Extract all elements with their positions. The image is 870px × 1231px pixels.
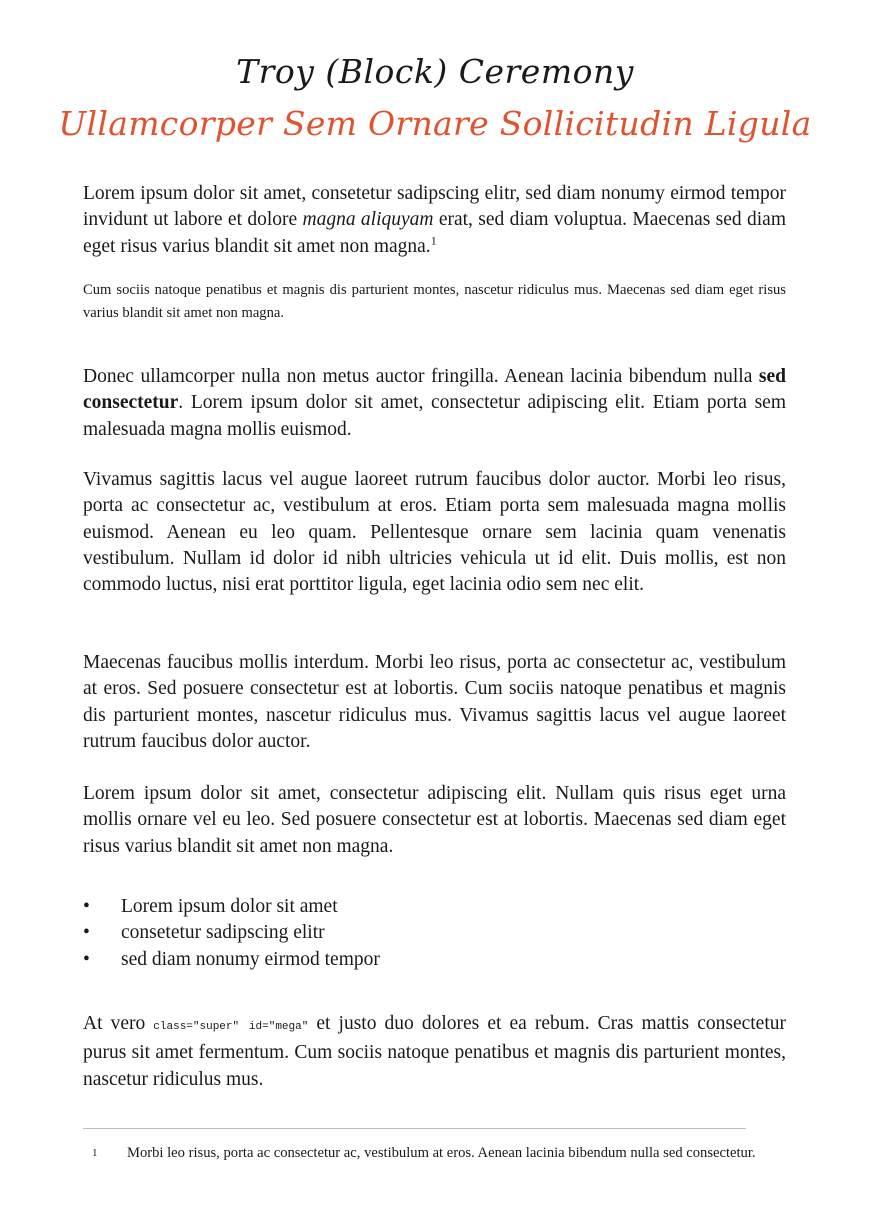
bullet-icon: • [83, 922, 90, 944]
footnote-text: Morbi leo risus, porta ac consectetur ac, vestibulum at eros. Aenean lacinia bibendum nulla sed consectetur. [127, 1145, 756, 1161]
list-item-text: Lorem ipsum dolor sit amet [121, 896, 338, 917]
document-subtitle: Ullamcorper Sem Ornare Sollicitudin Ligula [58, 104, 812, 143]
inline-code: class="super" id="mega" [153, 1021, 309, 1033]
paragraph-3: Vivamus sagittis lacus vel augue laoreet rutrum faucibus dolor auctor. Morbi leo risus, porta ac consectetur ac, vestibulum at eros. Etiam porta sem malesuada magna mollis euismod. Aenean eu leo quam. Pellentesque ornare sem lacinia quam venenatis vestibulum. Nullam id dolor id nibh ultricies vehicula ut id elit. Duis mollis, est non commodo luctus, nisi erat porttitor ligula, eget lacinia odio sem nec elit. [83, 469, 786, 596]
emphasis-text: magna aliquyam [302, 209, 434, 231]
paragraph-small: Cum sociis natoque penatibus et magnis dis parturient montes, nascetur ridiculus mus. Maecenas sed diam eget risus varius blandit sit amet non magna. [83, 282, 786, 321]
list-item [83, 894, 786, 920]
paragraph-5: Lorem ipsum dolor sit amet, consectetur adipiscing elit. Nullam quis risus eget urna mollis ornare vel eu leo. Sed posuere consectetur est at lobortis. Maecenas sed diam eget risus varius blandit sit amet non magna. [83, 783, 786, 857]
list-item [83, 947, 786, 973]
list-item-text: sed diam nonumy eirmod tempor [121, 948, 380, 970]
paragraph-intro [83, 181, 786, 260]
footnote-number: 1 [92, 1147, 98, 1159]
bullet-icon: • [83, 896, 90, 917]
bullet-icon: • [83, 948, 90, 970]
paragraph-intro-text-b: erat, sed diam voluptua. Maecenas sed diam eget risus varius blandit sit amet non magna. [83, 209, 786, 257]
paragraph-2-text-a: Donec ullamcorper nulla non metus auctor fringilla. Aenean lacinia bibendum nulla [83, 366, 759, 387]
bold-text: sed consectetur [83, 366, 786, 414]
footnote-reference[interactable]: 1 [430, 233, 437, 248]
footnote-divider [83, 1128, 746, 1129]
bullet-list [83, 894, 786, 973]
paragraph-6 [83, 1011, 786, 1093]
paragraph-2 [83, 364, 786, 443]
paragraph-4: Maecenas faucibus mollis interdum. Morbi leo risus, porta ac consectetur ac, vestibulum at eros. Sed posuere consectetur est at lobortis. Cum sociis natoque penatibus et magnis dis parturient montes, nascetur ridiculus mus. Vivamus sagittis lacus vel augue laoreet rutrum faucibus dolor auctor. [83, 652, 786, 752]
paragraph-6-text-a: At vero [83, 1013, 154, 1034]
paragraph-intro-text-a: Lorem ipsum dolor sit amet, consetetur sadipscing elitr, sed diam nonumy eirmod tempor invidunt ut labore et dolore [83, 183, 786, 231]
paragraph-6-text-b: et justo duo dolores et ea rebum. Cras mattis consectetur purus sit amet fermentum. Cum sociis natoque penatibus et magnis dis parturient montes, nascetur ridiculus mus. [83, 1013, 786, 1090]
paragraph-2-text-b: . Lorem ipsum dolor sit amet, consectetur adipiscing elit. Etiam porta sem malesuada magna mollis euismod. [83, 392, 786, 440]
document-title: Troy (Block) Ceremony [236, 52, 634, 91]
list-item [83, 920, 786, 946]
list-item-text: consetetur sadipscing elitr [121, 922, 325, 944]
